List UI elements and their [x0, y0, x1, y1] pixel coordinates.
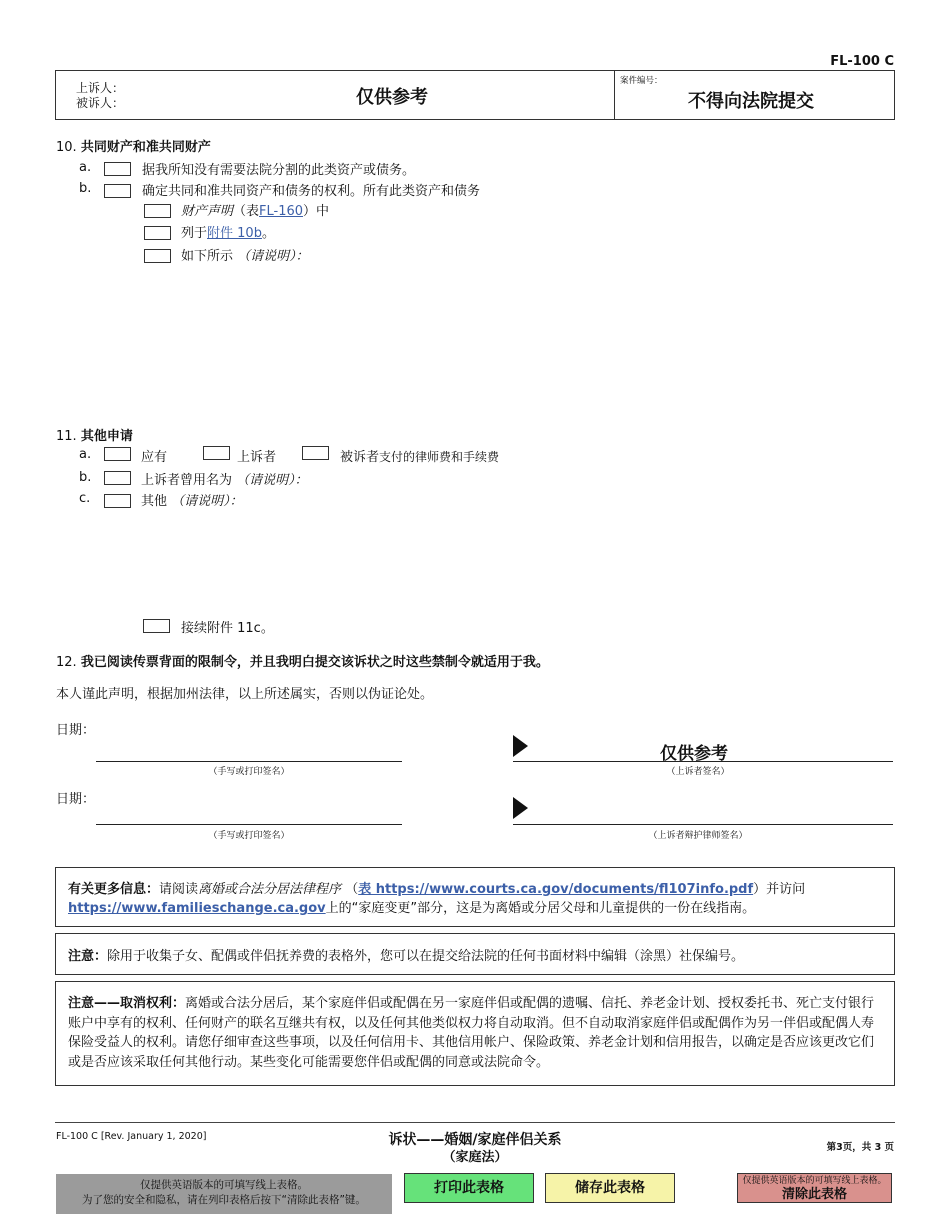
- petitioner-signature-line[interactable]: [513, 761, 893, 762]
- item10b-opt3: [181, 245, 309, 264]
- opt3-italic: （请说明）：: [237, 249, 309, 264]
- item10a-checkbox[interactable]: [104, 162, 131, 176]
- item11a-opt3-checkbox[interactable]: [302, 446, 329, 460]
- petitioner-signature-caption: （上诉者签名）: [666, 767, 730, 777]
- item11c-italic: （请说明）：: [171, 494, 243, 509]
- revoke-text: 离婚或合法分居后，某个家庭伴侣或配偶在另一家庭伴侣或配偶的遗嘱、信托、养老金计划、授权委托书、死亡支付银行账户中享有的权利、任何财产的联名互继共有权，以及任何其他类似权力将自动取消。但不自动取消家庭伴侣或配偶作为另一伴侣或配偶人寿保险受益人的权利。请您仔细审查这些事项，以及任何信用卡、其他信用帐户、保险政策、养老金计划和信用报告，以确定是否应该更改它们或是否应该采取任何其他行动。某些变化可能需要您伴侣或配偶的同意或法院命令。: [68, 996, 875, 1070]
- item10-title: 共同财产和准共同财产: [80, 140, 211, 155]
- print-name-caption-2: （手写或打印签名）: [208, 831, 290, 841]
- info-paren: （: [345, 882, 359, 897]
- clear-label: 清除此表格: [781, 1187, 847, 1202]
- item11b-letter: b.: [79, 470, 92, 485]
- print-name-line-1[interactable]: [96, 761, 402, 762]
- item11c-text: [141, 490, 243, 509]
- info-pre: 请阅读: [159, 882, 199, 897]
- item10b-opt2-checkbox[interactable]: [144, 226, 171, 240]
- item12: [56, 651, 549, 670]
- item11a-letter: a.: [79, 447, 92, 462]
- footer-rule: [55, 1122, 895, 1123]
- gray-line-1: 仅提供英语版本的可填写线上表格。: [140, 1179, 308, 1191]
- case-number-value: 不得向法院提交: [688, 91, 814, 112]
- case-number-label: 案件编号：: [620, 76, 663, 86]
- opt2-pre: 列于: [181, 226, 208, 241]
- item10-heading: [56, 136, 211, 155]
- petitioner-signature-value: 仅供参考: [660, 744, 728, 764]
- item11b-label: 上诉者曾用名为: [141, 473, 233, 488]
- item11b-text: [141, 469, 308, 488]
- info-italic: 离婚或合法分居法律程序: [198, 882, 342, 897]
- info-post: 上的“家庭变更”部分，这是为离婚或分居父母和儿童提供的一份在线指南。: [325, 901, 756, 916]
- footer-rev: FL-100 C [Rev. January 1, 2020]: [56, 1131, 207, 1142]
- clear-note: 仅提供英语版本的可填写线上表格。: [742, 1176, 887, 1186]
- item11-title: 其他申请: [80, 429, 133, 444]
- opt3-text: 如下所示: [181, 249, 234, 264]
- notice-text: 除用于收集子女、配偶或伴侣抚养费的表格外，您可以在提交给法院的任何书面材料中编辑（涂黑）社保编号。: [107, 949, 745, 964]
- opt2-post: 。: [261, 226, 275, 241]
- item10-specify-area[interactable]: [181, 268, 881, 418]
- item11a-opt2: 上诉者: [237, 450, 277, 465]
- center-title: 仅供参考: [356, 87, 428, 108]
- item11b-checkbox[interactable]: [104, 471, 131, 485]
- familieschange-link[interactable]: https://www.familieschange.ca.gov: [68, 901, 326, 916]
- attorney-signature-caption: （上诉者辩护律师签名）: [648, 831, 748, 841]
- declaration: 本人谨此声明，根据加州法律，以上所述属实，否则以伪证论处。: [56, 687, 434, 702]
- item10b-opt1-checkbox[interactable]: [144, 204, 171, 218]
- item11b-italic: （请说明）：: [236, 473, 308, 488]
- gray-line-2: 为了您的安全和隐私，请在列印表格后按下“清除此表格”键。: [82, 1194, 366, 1206]
- info-bold: 有关更多信息：: [68, 882, 160, 897]
- form-id: FL-100 C: [830, 54, 894, 69]
- date-label-2: 日期：: [56, 792, 96, 807]
- item10b-text: 确定共同和准共同资产和债务的权利。所有此类资产和债务: [142, 184, 481, 199]
- sign-here-arrow-1: [513, 735, 528, 757]
- print-button[interactable]: 打印此表格: [404, 1173, 534, 1203]
- item10b-opt1: [181, 200, 329, 219]
- item11c-specify-area[interactable]: [141, 512, 881, 612]
- fl107-link[interactable]: 表 https://www.courts.ca.gov/documents/fl107info.pdf: [358, 882, 754, 897]
- clear-button[interactable]: [737, 1173, 892, 1203]
- item11-number: 11.: [56, 429, 77, 444]
- petitioner-label: 上诉人：: [76, 81, 125, 95]
- item11a-opt1: 应有: [141, 450, 168, 465]
- item10b-checkbox[interactable]: [104, 184, 131, 198]
- item11c-continued: 接续附件 11c。: [181, 621, 274, 636]
- english-only-panel: [56, 1174, 392, 1214]
- item11-heading: [56, 425, 133, 444]
- fl160-link[interactable]: FL-160: [259, 204, 304, 219]
- attorney-signature-line[interactable]: [513, 824, 893, 825]
- item10b-letter: b.: [79, 181, 92, 196]
- notice-bold: 注意：: [68, 949, 108, 964]
- item11c-letter: c.: [79, 491, 91, 506]
- item10b-opt2: [181, 222, 275, 241]
- item11c-continued-checkbox[interactable]: [143, 619, 170, 633]
- item10a-text: 据我所知没有需要法院分割的此类资产或债务。: [142, 163, 416, 178]
- attachment-10b-link[interactable]: 附件 10b: [207, 226, 262, 241]
- opt1-post: ）中: [303, 204, 330, 219]
- item11c-label: 其他: [141, 494, 168, 509]
- opt3-respondent: 被诉者: [340, 450, 380, 465]
- opt1-italic: 财产声明: [181, 204, 234, 219]
- ssn-notice-box: [55, 933, 895, 975]
- more-info-box: [55, 867, 895, 927]
- item10b-opt3-checkbox[interactable]: [144, 249, 171, 263]
- item11a-opt2-checkbox[interactable]: [203, 446, 230, 460]
- item11a-opt1-checkbox[interactable]: [104, 447, 131, 461]
- item10a-letter: a.: [79, 160, 92, 175]
- item11c-checkbox[interactable]: [104, 494, 131, 508]
- save-button[interactable]: 储存此表格: [545, 1173, 675, 1203]
- item12-number: 12.: [56, 655, 77, 670]
- revocation-notice-box: [55, 981, 895, 1086]
- item10-number: 10.: [56, 140, 77, 155]
- footer-subtitle: （家庭法）: [442, 1150, 508, 1165]
- item12-text: 我已阅读传票背面的限制令，并且我明白提交该诉状之时这些禁制令就适用于我。: [80, 655, 549, 670]
- date-label-1: 日期：: [56, 723, 96, 738]
- caption-header: [55, 70, 895, 120]
- item11a-opt3: [340, 446, 499, 465]
- info-mid: ）并访问: [753, 882, 806, 897]
- header-divider: [614, 71, 615, 119]
- opt3-tail: 支付的律师费和手续费: [379, 450, 500, 464]
- revoke-bold: 注意——取消权利：: [68, 996, 186, 1011]
- print-name-caption-1: （手写或打印签名）: [208, 767, 290, 777]
- opt1-pre: （表: [233, 204, 260, 219]
- sign-here-arrow-2: [513, 797, 528, 819]
- print-name-line-2[interactable]: [96, 824, 402, 825]
- footer-title: 诉状——婚姻/家庭伴侣关系: [388, 1132, 562, 1148]
- footer-page: 第3页，共 3 页: [826, 1142, 894, 1153]
- respondent-label: 被诉人：: [76, 96, 125, 110]
